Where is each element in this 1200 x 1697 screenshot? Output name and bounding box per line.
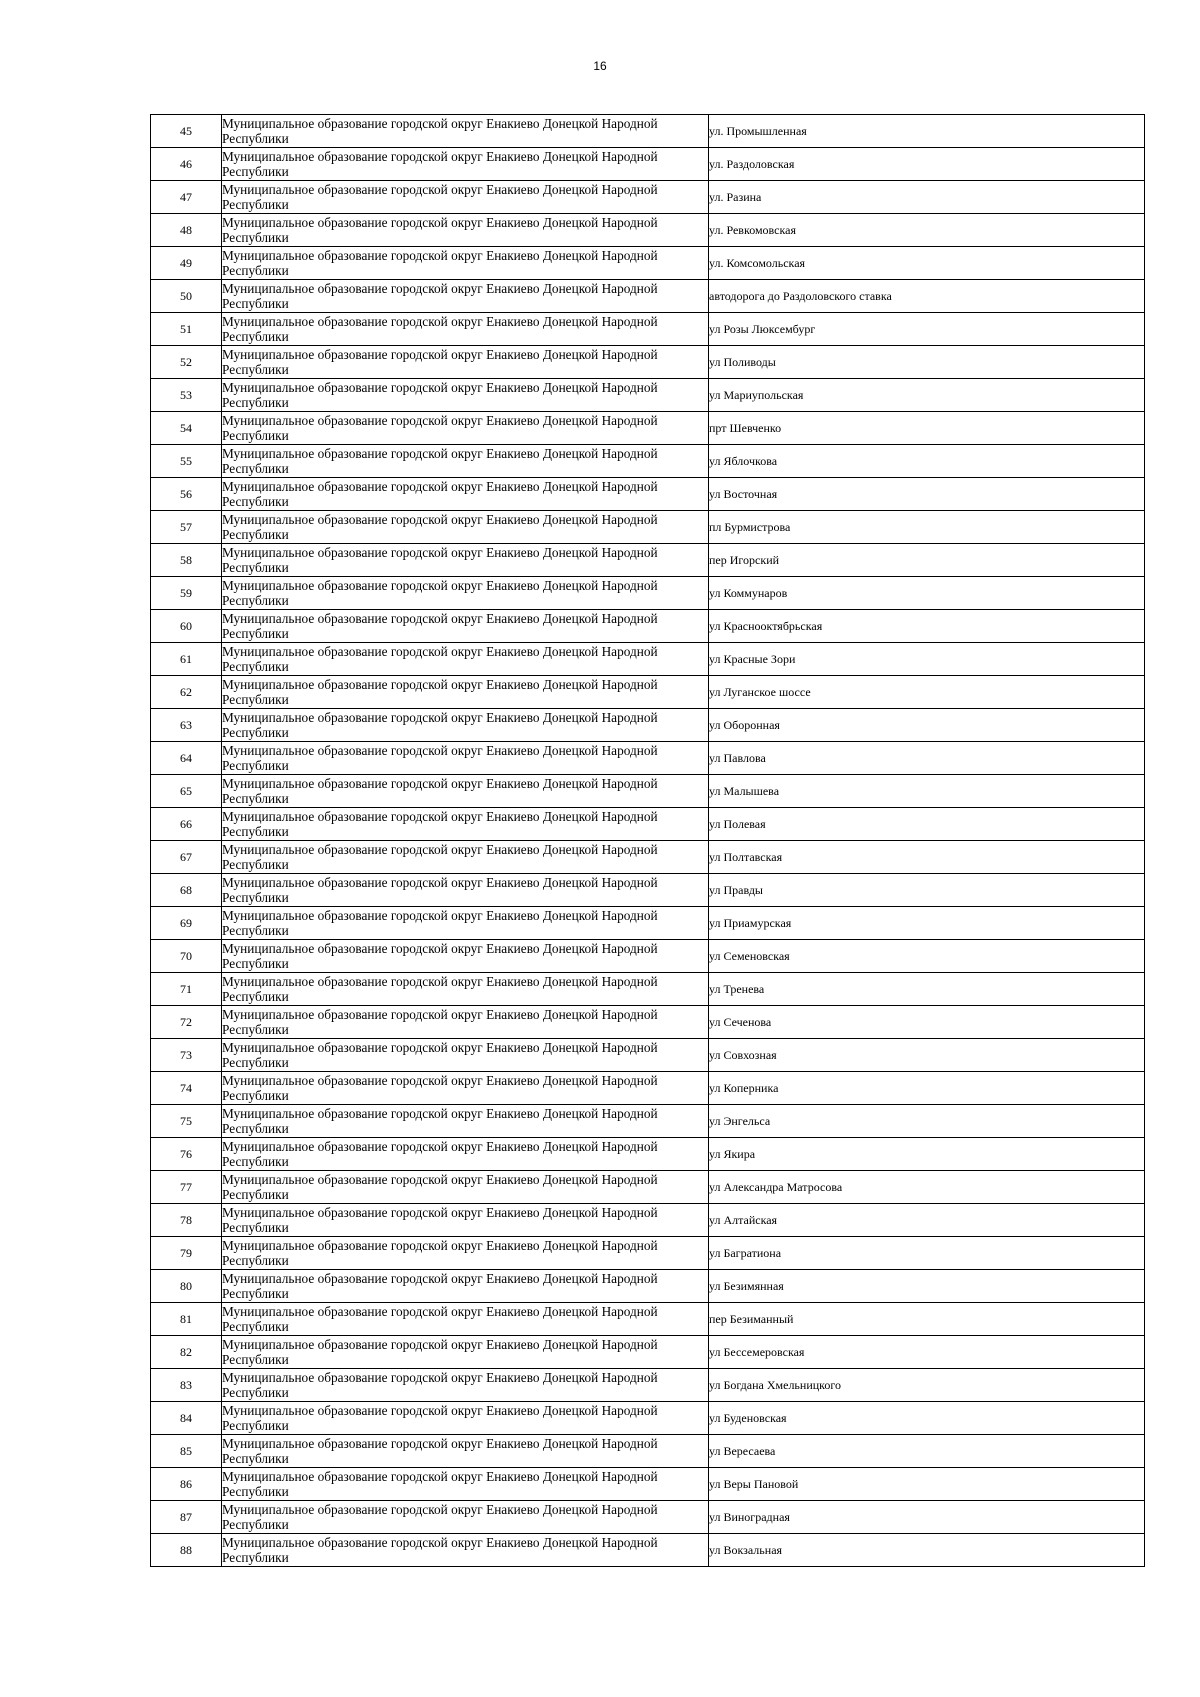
- table-row: [151, 775, 1145, 808]
- table-row: [151, 577, 1145, 610]
- street-cell: ул Вокзальная: [709, 1534, 1145, 1567]
- municipality-cell: Муниципальное образование городской округ Енакиево Донецкой Народной Республики: [222, 379, 709, 412]
- street-cell: ул Багратиона: [709, 1237, 1145, 1270]
- street-cell: ул Мариупольская: [709, 379, 1145, 412]
- table-row: [151, 1072, 1145, 1105]
- table-row: [151, 676, 1145, 709]
- street-cell: ул Энгельса: [709, 1105, 1145, 1138]
- table-row: [151, 313, 1145, 346]
- municipality-cell: Муниципальное образование городской округ Енакиево Донецкой Народной Республики: [222, 1072, 709, 1105]
- row-number: 55: [151, 445, 222, 478]
- row-number: 67: [151, 841, 222, 874]
- row-number: 76: [151, 1138, 222, 1171]
- table-row: [151, 643, 1145, 676]
- street-cell: ул Полтавская: [709, 841, 1145, 874]
- street-cell: ул Павлова: [709, 742, 1145, 775]
- municipality-cell: Муниципальное образование городской округ Енакиево Донецкой Народной Республики: [222, 1105, 709, 1138]
- municipality-cell: Муниципальное образование городской округ Енакиево Донецкой Народной Республики: [222, 445, 709, 478]
- row-number: 60: [151, 610, 222, 643]
- municipality-cell: Муниципальное образование городской округ Енакиево Донецкой Народной Республики: [222, 1138, 709, 1171]
- street-registry-table: [150, 114, 1145, 1567]
- municipality-cell: Муниципальное образование городской округ Енакиево Донецкой Народной Республики: [222, 577, 709, 610]
- row-number: 65: [151, 775, 222, 808]
- table-row: [151, 808, 1145, 841]
- municipality-cell: Муниципальное образование городской округ Енакиево Донецкой Народной Республики: [222, 1039, 709, 1072]
- row-number: 74: [151, 1072, 222, 1105]
- street-cell: ул Виноградная: [709, 1501, 1145, 1534]
- street-cell: ул Коперника: [709, 1072, 1145, 1105]
- table-row: [151, 379, 1145, 412]
- table-row: [151, 1171, 1145, 1204]
- municipality-cell: Муниципальное образование городской округ Енакиево Донецкой Народной Республики: [222, 1534, 709, 1567]
- row-number: 64: [151, 742, 222, 775]
- municipality-cell: Муниципальное образование городской округ Енакиево Донецкой Народной Республики: [222, 511, 709, 544]
- row-number: 86: [151, 1468, 222, 1501]
- municipality-cell: Муниципальное образование городской округ Енакиево Донецкой Народной Республики: [222, 280, 709, 313]
- municipality-cell: Муниципальное образование городской округ Енакиево Донецкой Народной Республики: [222, 1237, 709, 1270]
- street-cell: ул Тренева: [709, 973, 1145, 1006]
- municipality-cell: Муниципальное образование городской округ Енакиево Донецкой Народной Республики: [222, 709, 709, 742]
- street-cell: ул. Разина: [709, 181, 1145, 214]
- row-number: 80: [151, 1270, 222, 1303]
- table-body: [151, 115, 1145, 1567]
- row-number: 71: [151, 973, 222, 1006]
- row-number: 72: [151, 1006, 222, 1039]
- table-row: [151, 247, 1145, 280]
- street-cell: пер Игорский: [709, 544, 1145, 577]
- row-number: 85: [151, 1435, 222, 1468]
- municipality-cell: Муниципальное образование городской округ Енакиево Донецкой Народной Республики: [222, 808, 709, 841]
- table-row: [151, 544, 1145, 577]
- street-cell: ул. Промышленная: [709, 115, 1145, 148]
- table-row: [151, 1501, 1145, 1534]
- table-row: [151, 346, 1145, 379]
- municipality-cell: Муниципальное образование городской округ Енакиево Донецкой Народной Республики: [222, 181, 709, 214]
- table-row: [151, 214, 1145, 247]
- street-cell: ул Малышева: [709, 775, 1145, 808]
- municipality-cell: Муниципальное образование городской округ Енакиево Донецкой Народной Республики: [222, 1204, 709, 1237]
- table-row: [151, 742, 1145, 775]
- table-row: [151, 1204, 1145, 1237]
- row-number: 68: [151, 874, 222, 907]
- table-row: [151, 610, 1145, 643]
- municipality-cell: Муниципальное образование городской округ Енакиево Донецкой Народной Республики: [222, 1336, 709, 1369]
- row-number: 59: [151, 577, 222, 610]
- table-row: [151, 1039, 1145, 1072]
- street-cell: ул Семеновская: [709, 940, 1145, 973]
- row-number: 57: [151, 511, 222, 544]
- row-number: 56: [151, 478, 222, 511]
- row-number: 50: [151, 280, 222, 313]
- table-row: [151, 1402, 1145, 1435]
- table-row: [151, 511, 1145, 544]
- municipality-cell: Муниципальное образование городской округ Енакиево Донецкой Народной Республики: [222, 148, 709, 181]
- street-cell: ул Александра Матросова: [709, 1171, 1145, 1204]
- street-cell: ул Совхозная: [709, 1039, 1145, 1072]
- municipality-cell: Муниципальное образование городской округ Енакиево Донецкой Народной Республики: [222, 940, 709, 973]
- street-cell: ул Поливоды: [709, 346, 1145, 379]
- row-number: 63: [151, 709, 222, 742]
- row-number: 49: [151, 247, 222, 280]
- row-number: 75: [151, 1105, 222, 1138]
- street-cell: ул Луганское шоссе: [709, 676, 1145, 709]
- row-number: 45: [151, 115, 222, 148]
- table-row: [151, 1237, 1145, 1270]
- table-row: [151, 1468, 1145, 1501]
- row-number: 70: [151, 940, 222, 973]
- row-number: 84: [151, 1402, 222, 1435]
- table-row: [151, 1138, 1145, 1171]
- municipality-cell: Муниципальное образование городской округ Енакиево Донецкой Народной Республики: [222, 214, 709, 247]
- table-row: [151, 709, 1145, 742]
- street-cell: ул. Ревкомовская: [709, 214, 1145, 247]
- row-number: 79: [151, 1237, 222, 1270]
- street-cell: ул Веры Пановой: [709, 1468, 1145, 1501]
- table-row: [151, 115, 1145, 148]
- row-number: 54: [151, 412, 222, 445]
- street-cell: ул Буденовская: [709, 1402, 1145, 1435]
- street-cell: пер Безиманный: [709, 1303, 1145, 1336]
- municipality-cell: Муниципальное образование городской округ Енакиево Донецкой Народной Республики: [222, 247, 709, 280]
- table-row: [151, 148, 1145, 181]
- row-number: 83: [151, 1369, 222, 1402]
- street-cell: прт Шевченко: [709, 412, 1145, 445]
- table-row: [151, 874, 1145, 907]
- municipality-cell: Муниципальное образование городской округ Енакиево Донецкой Народной Республики: [222, 973, 709, 1006]
- street-cell: ул Вересаева: [709, 1435, 1145, 1468]
- street-cell: ул Полевая: [709, 808, 1145, 841]
- municipality-cell: Муниципальное образование городской округ Енакиево Донецкой Народной Республики: [222, 676, 709, 709]
- row-number: 48: [151, 214, 222, 247]
- table-row: [151, 181, 1145, 214]
- table-row: [151, 1105, 1145, 1138]
- row-number: 73: [151, 1039, 222, 1072]
- table-row: [151, 1435, 1145, 1468]
- street-cell: ул Богдана Хмельницкого: [709, 1369, 1145, 1402]
- table-row: [151, 940, 1145, 973]
- municipality-cell: Муниципальное образование городской округ Енакиево Донецкой Народной Республики: [222, 841, 709, 874]
- municipality-cell: Муниципальное образование городской округ Енакиево Донецкой Народной Республики: [222, 1303, 709, 1336]
- municipality-cell: Муниципальное образование городской округ Енакиево Донецкой Народной Республики: [222, 742, 709, 775]
- row-number: 82: [151, 1336, 222, 1369]
- municipality-cell: Муниципальное образование городской округ Енакиево Донецкой Народной Республики: [222, 1435, 709, 1468]
- municipality-cell: Муниципальное образование городской округ Енакиево Донецкой Народной Республики: [222, 874, 709, 907]
- row-number: 81: [151, 1303, 222, 1336]
- municipality-cell: Муниципальное образование городской округ Енакиево Донецкой Народной Республики: [222, 544, 709, 577]
- table-row: [151, 280, 1145, 313]
- row-number: 69: [151, 907, 222, 940]
- street-cell: ул Розы Люксембург: [709, 313, 1145, 346]
- table-row: [151, 907, 1145, 940]
- row-number: 58: [151, 544, 222, 577]
- street-cell: ул Алтайская: [709, 1204, 1145, 1237]
- municipality-cell: Муниципальное образование городской округ Енакиево Донецкой Народной Республики: [222, 643, 709, 676]
- table-row: [151, 445, 1145, 478]
- table-row: [151, 1369, 1145, 1402]
- street-cell: ул Оборонная: [709, 709, 1145, 742]
- table-row: [151, 841, 1145, 874]
- row-number: 61: [151, 643, 222, 676]
- row-number: 52: [151, 346, 222, 379]
- row-number: 88: [151, 1534, 222, 1567]
- row-number: 62: [151, 676, 222, 709]
- street-cell: ул Правды: [709, 874, 1145, 907]
- municipality-cell: Муниципальное образование городской округ Енакиево Донецкой Народной Республики: [222, 1501, 709, 1534]
- row-number: 51: [151, 313, 222, 346]
- row-number: 53: [151, 379, 222, 412]
- table-row: [151, 1336, 1145, 1369]
- municipality-cell: Муниципальное образование городской округ Енакиево Донецкой Народной Республики: [222, 346, 709, 379]
- table-row: [151, 1303, 1145, 1336]
- row-number: 66: [151, 808, 222, 841]
- street-cell: ул Приамурская: [709, 907, 1145, 940]
- street-cell: ул Яблочкова: [709, 445, 1145, 478]
- municipality-cell: Муниципальное образование городской округ Енакиево Донецкой Народной Республики: [222, 412, 709, 445]
- street-cell: пл Бурмистрова: [709, 511, 1145, 544]
- street-cell: ул. Раздоловская: [709, 148, 1145, 181]
- row-number: 46: [151, 148, 222, 181]
- municipality-cell: Муниципальное образование городской округ Енакиево Донецкой Народной Республики: [222, 478, 709, 511]
- street-cell: ул Красные Зори: [709, 643, 1145, 676]
- street-cell: автодорога до Раздоловского ставка: [709, 280, 1145, 313]
- municipality-cell: Муниципальное образование городской округ Енакиево Донецкой Народной Республики: [222, 313, 709, 346]
- street-cell: ул Коммунаров: [709, 577, 1145, 610]
- table-row: [151, 973, 1145, 1006]
- row-number: 47: [151, 181, 222, 214]
- street-cell: ул Якира: [709, 1138, 1145, 1171]
- municipality-cell: Муниципальное образование городской округ Енакиево Донецкой Народной Республики: [222, 907, 709, 940]
- municipality-cell: Муниципальное образование городской округ Енакиево Донецкой Народной Республики: [222, 1402, 709, 1435]
- row-number: 78: [151, 1204, 222, 1237]
- street-cell: ул Восточная: [709, 478, 1145, 511]
- municipality-cell: Муниципальное образование городской округ Енакиево Донецкой Народной Республики: [222, 1171, 709, 1204]
- table-row: [151, 412, 1145, 445]
- table-row: [151, 478, 1145, 511]
- street-cell: ул. Комсомольская: [709, 247, 1145, 280]
- row-number: 77: [151, 1171, 222, 1204]
- street-cell: ул Бессемеровская: [709, 1336, 1145, 1369]
- municipality-cell: Муниципальное образование городской округ Енакиево Донецкой Народной Республики: [222, 1006, 709, 1039]
- municipality-cell: Муниципальное образование городской округ Енакиево Донецкой Народной Республики: [222, 610, 709, 643]
- municipality-cell: Муниципальное образование городской округ Енакиево Донецкой Народной Республики: [222, 1270, 709, 1303]
- table-row: [151, 1534, 1145, 1567]
- municipality-cell: Муниципальное образование городской округ Енакиево Донецкой Народной Республики: [222, 1468, 709, 1501]
- municipality-cell: Муниципальное образование городской округ Енакиево Донецкой Народной Республики: [222, 1369, 709, 1402]
- street-cell: ул Безимянная: [709, 1270, 1145, 1303]
- street-cell: ул Краснооктябрьская: [709, 610, 1145, 643]
- table-row: [151, 1006, 1145, 1039]
- municipality-cell: Муниципальное образование городской округ Енакиево Донецкой Народной Республики: [222, 115, 709, 148]
- municipality-cell: Муниципальное образование городской округ Енакиево Донецкой Народной Республики: [222, 775, 709, 808]
- street-cell: ул Сеченова: [709, 1006, 1145, 1039]
- page-number: 16: [593, 59, 607, 73]
- table-row: [151, 1270, 1145, 1303]
- row-number: 87: [151, 1501, 222, 1534]
